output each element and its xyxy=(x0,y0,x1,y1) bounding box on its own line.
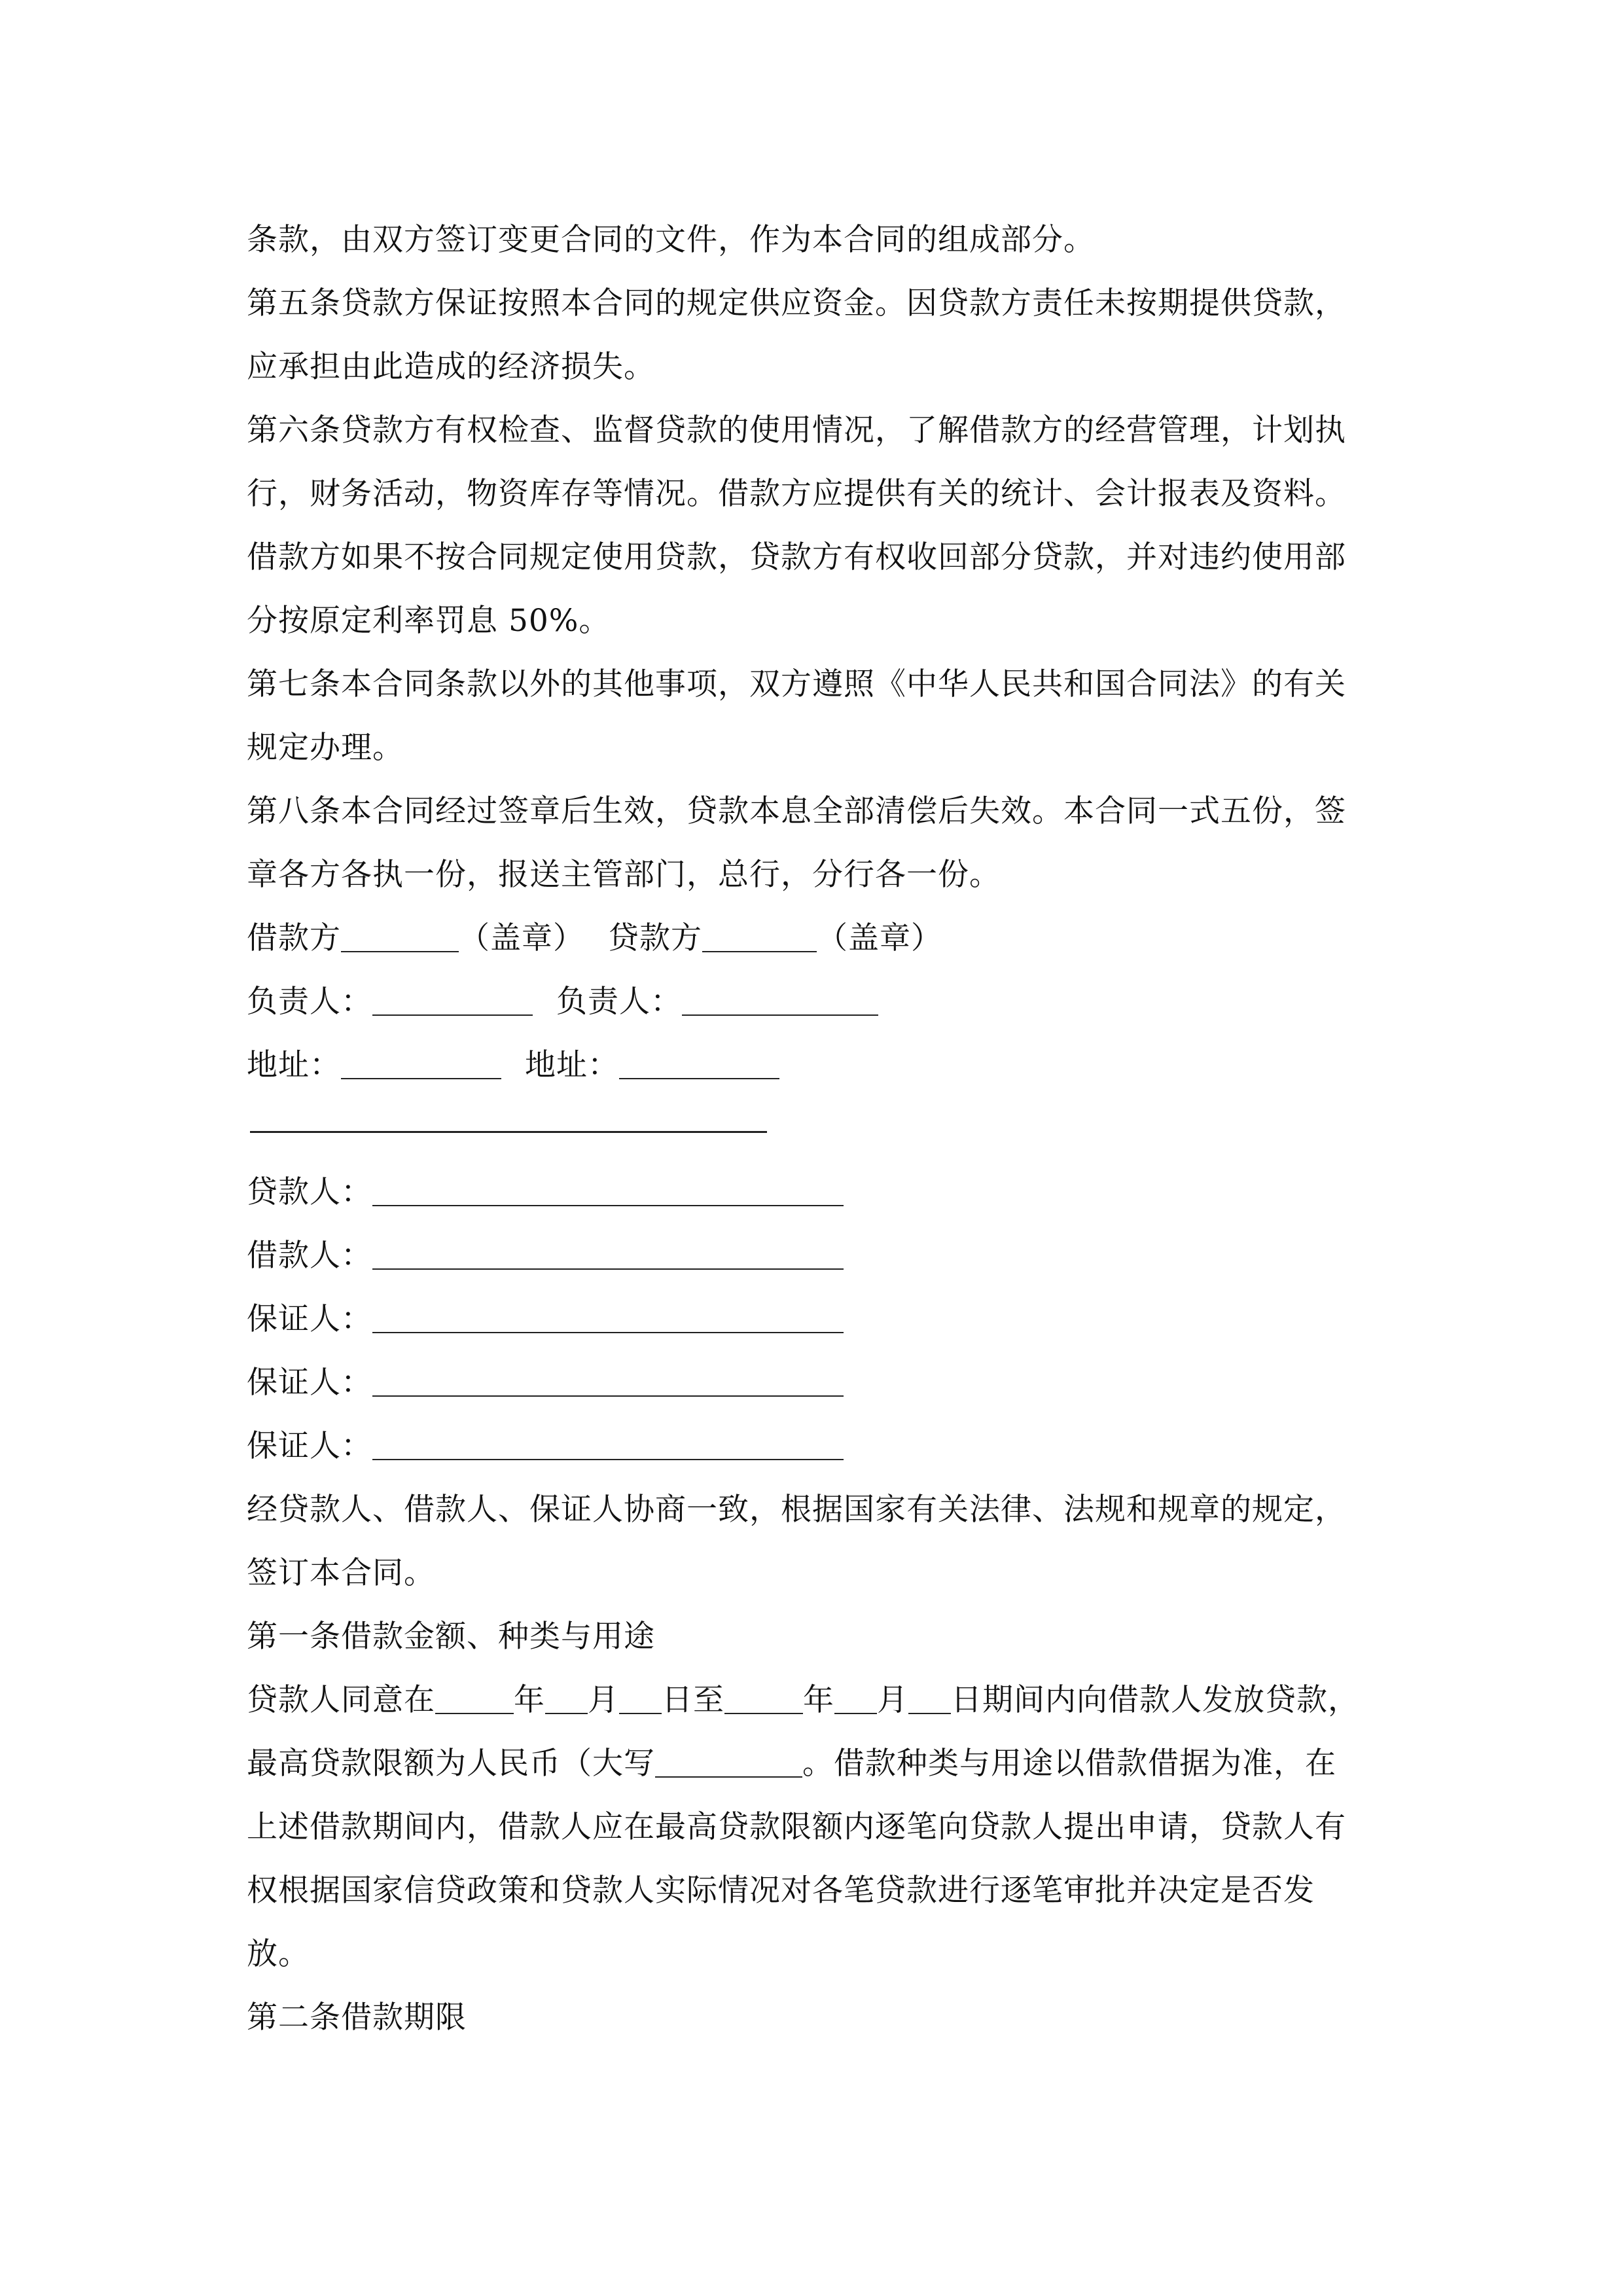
address-label-2: 地址： xyxy=(524,1047,619,1083)
amount-in-words-blank[interactable] xyxy=(655,1748,802,1778)
article6-line3: 借款方如果不按合同规定使用贷款，贷款方有权收回部分贷款，并对违约使用部 xyxy=(247,539,1346,575)
party-blank[interactable] xyxy=(372,1367,844,1397)
party-row-guarantor-3 xyxy=(247,1414,1405,1478)
party-row-guarantor-2 xyxy=(247,1351,1405,1414)
article6-line4: 分按原定利率罚息 50%。 xyxy=(247,603,611,639)
party-row-lender xyxy=(247,1160,1405,1224)
start-month-blank[interactable] xyxy=(545,1684,588,1714)
party-label: 保证人： xyxy=(247,1301,372,1337)
seal-label-2: （盖章） xyxy=(816,920,942,956)
party-label: 保证人： xyxy=(247,1428,372,1464)
section-divider xyxy=(247,1097,1405,1160)
article1-line2 xyxy=(247,1732,1405,1795)
address-label-1: 地址： xyxy=(247,1047,341,1083)
principal-blank-2[interactable] xyxy=(682,986,878,1016)
start-day-blank[interactable] xyxy=(619,1684,662,1714)
article1-line3: 上述借款期间内，借款人应在最高贷款限额内逐笔向贷款人提出申请，贷款人有 xyxy=(247,1809,1346,1845)
article7-line1: 第七条本合同条款以外的其他事项，双方遵照《中华人民共和国合同法》的有关 xyxy=(247,666,1346,702)
article8-line2: 章各方各执一份，报送主管部门，总行，分行各一份。 xyxy=(247,857,1001,893)
contract-body xyxy=(247,208,1405,2049)
end-month-blank[interactable] xyxy=(834,1684,877,1714)
principal-label-1: 负责人： xyxy=(247,984,372,1020)
article1-text: 最高贷款限额为人民币（大写 xyxy=(247,1746,655,1782)
seal-label-1: （盖章） xyxy=(459,920,584,956)
party-label: 借款人： xyxy=(247,1238,372,1274)
borrower-label: 借款方 xyxy=(247,920,341,956)
article4-tail: 条款，由双方签订变更合同的文件，作为本合同的组成部分。 xyxy=(247,222,1095,258)
end-year-blank[interactable] xyxy=(724,1684,803,1714)
article1-line1 xyxy=(247,1668,1405,1732)
address-blank-1[interactable] xyxy=(341,1049,501,1079)
article1-text: 贷款人同意在 xyxy=(247,1682,435,1718)
party-blank[interactable] xyxy=(372,1430,844,1460)
party-label: 保证人： xyxy=(247,1365,372,1401)
lender-label: 贷款方 xyxy=(607,920,702,956)
principal-row xyxy=(247,970,1405,1033)
principal-blank-1[interactable] xyxy=(372,986,533,1016)
article1-line5: 放。 xyxy=(247,1936,310,1972)
party-label: 贷款人： xyxy=(247,1174,372,1210)
party-row-guarantor-1 xyxy=(247,1287,1405,1351)
party-blank[interactable] xyxy=(372,1176,844,1206)
article1-text: 日期间内向借款人发放贷款， xyxy=(951,1682,1359,1718)
preamble-line1: 经贷款人、借款人、保证人协商一致，根据国家有关法律、法规和规章的规定， xyxy=(247,1492,1346,1528)
party-row-borrower xyxy=(247,1224,1405,1287)
month-label: 月 xyxy=(588,1682,619,1718)
party-blank[interactable] xyxy=(372,1303,844,1333)
article2-title: 第二条借款期限 xyxy=(247,2000,467,2036)
day-to-label: 日至 xyxy=(662,1682,724,1718)
address-blank-2[interactable] xyxy=(619,1049,779,1079)
year-label: 年 xyxy=(514,1682,545,1718)
principal-label-2: 负责人： xyxy=(556,984,682,1020)
article1-title: 第一条借款金额、种类与用途 xyxy=(247,1619,655,1655)
preamble-line2: 签订本合同。 xyxy=(247,1555,435,1591)
signature-parties-row xyxy=(247,906,1405,970)
article6-line2: 行，财务活动，物资库存等情况。借款方应提供有关的统计、会计报表及资料。 xyxy=(247,476,1346,512)
article1-text: 。借款种类与用途以借款借据为准，在 xyxy=(802,1746,1336,1782)
end-day-blank[interactable] xyxy=(908,1684,951,1714)
article7-line2: 规定办理。 xyxy=(247,730,404,766)
article5-line1: 第五条贷款方保证按照本合同的规定供应资金。因贷款方责任未按期提供贷款， xyxy=(247,285,1346,321)
borrower-blank[interactable] xyxy=(341,922,459,952)
party-blank[interactable] xyxy=(372,1240,844,1270)
article1-line4: 权根据国家信贷政策和贷款人实际情况对各笔贷款进行逐笔审批并决定是否发 xyxy=(247,1873,1315,1909)
lender-blank[interactable] xyxy=(702,922,817,952)
article8-line1: 第八条本合同经过签章后生效，贷款本息全部清偿后失效。本合同一式五份，签 xyxy=(247,793,1346,829)
article6-line1: 第六条贷款方有权检查、监督贷款的使用情况，了解借款方的经营管理，计划执 xyxy=(247,412,1346,448)
address-row xyxy=(247,1033,1405,1097)
start-year-blank[interactable] xyxy=(435,1684,514,1714)
month-label: 月 xyxy=(877,1682,908,1718)
year-label: 年 xyxy=(803,1682,834,1718)
article5-line2: 应承担由此造成的经济损失。 xyxy=(247,349,655,385)
